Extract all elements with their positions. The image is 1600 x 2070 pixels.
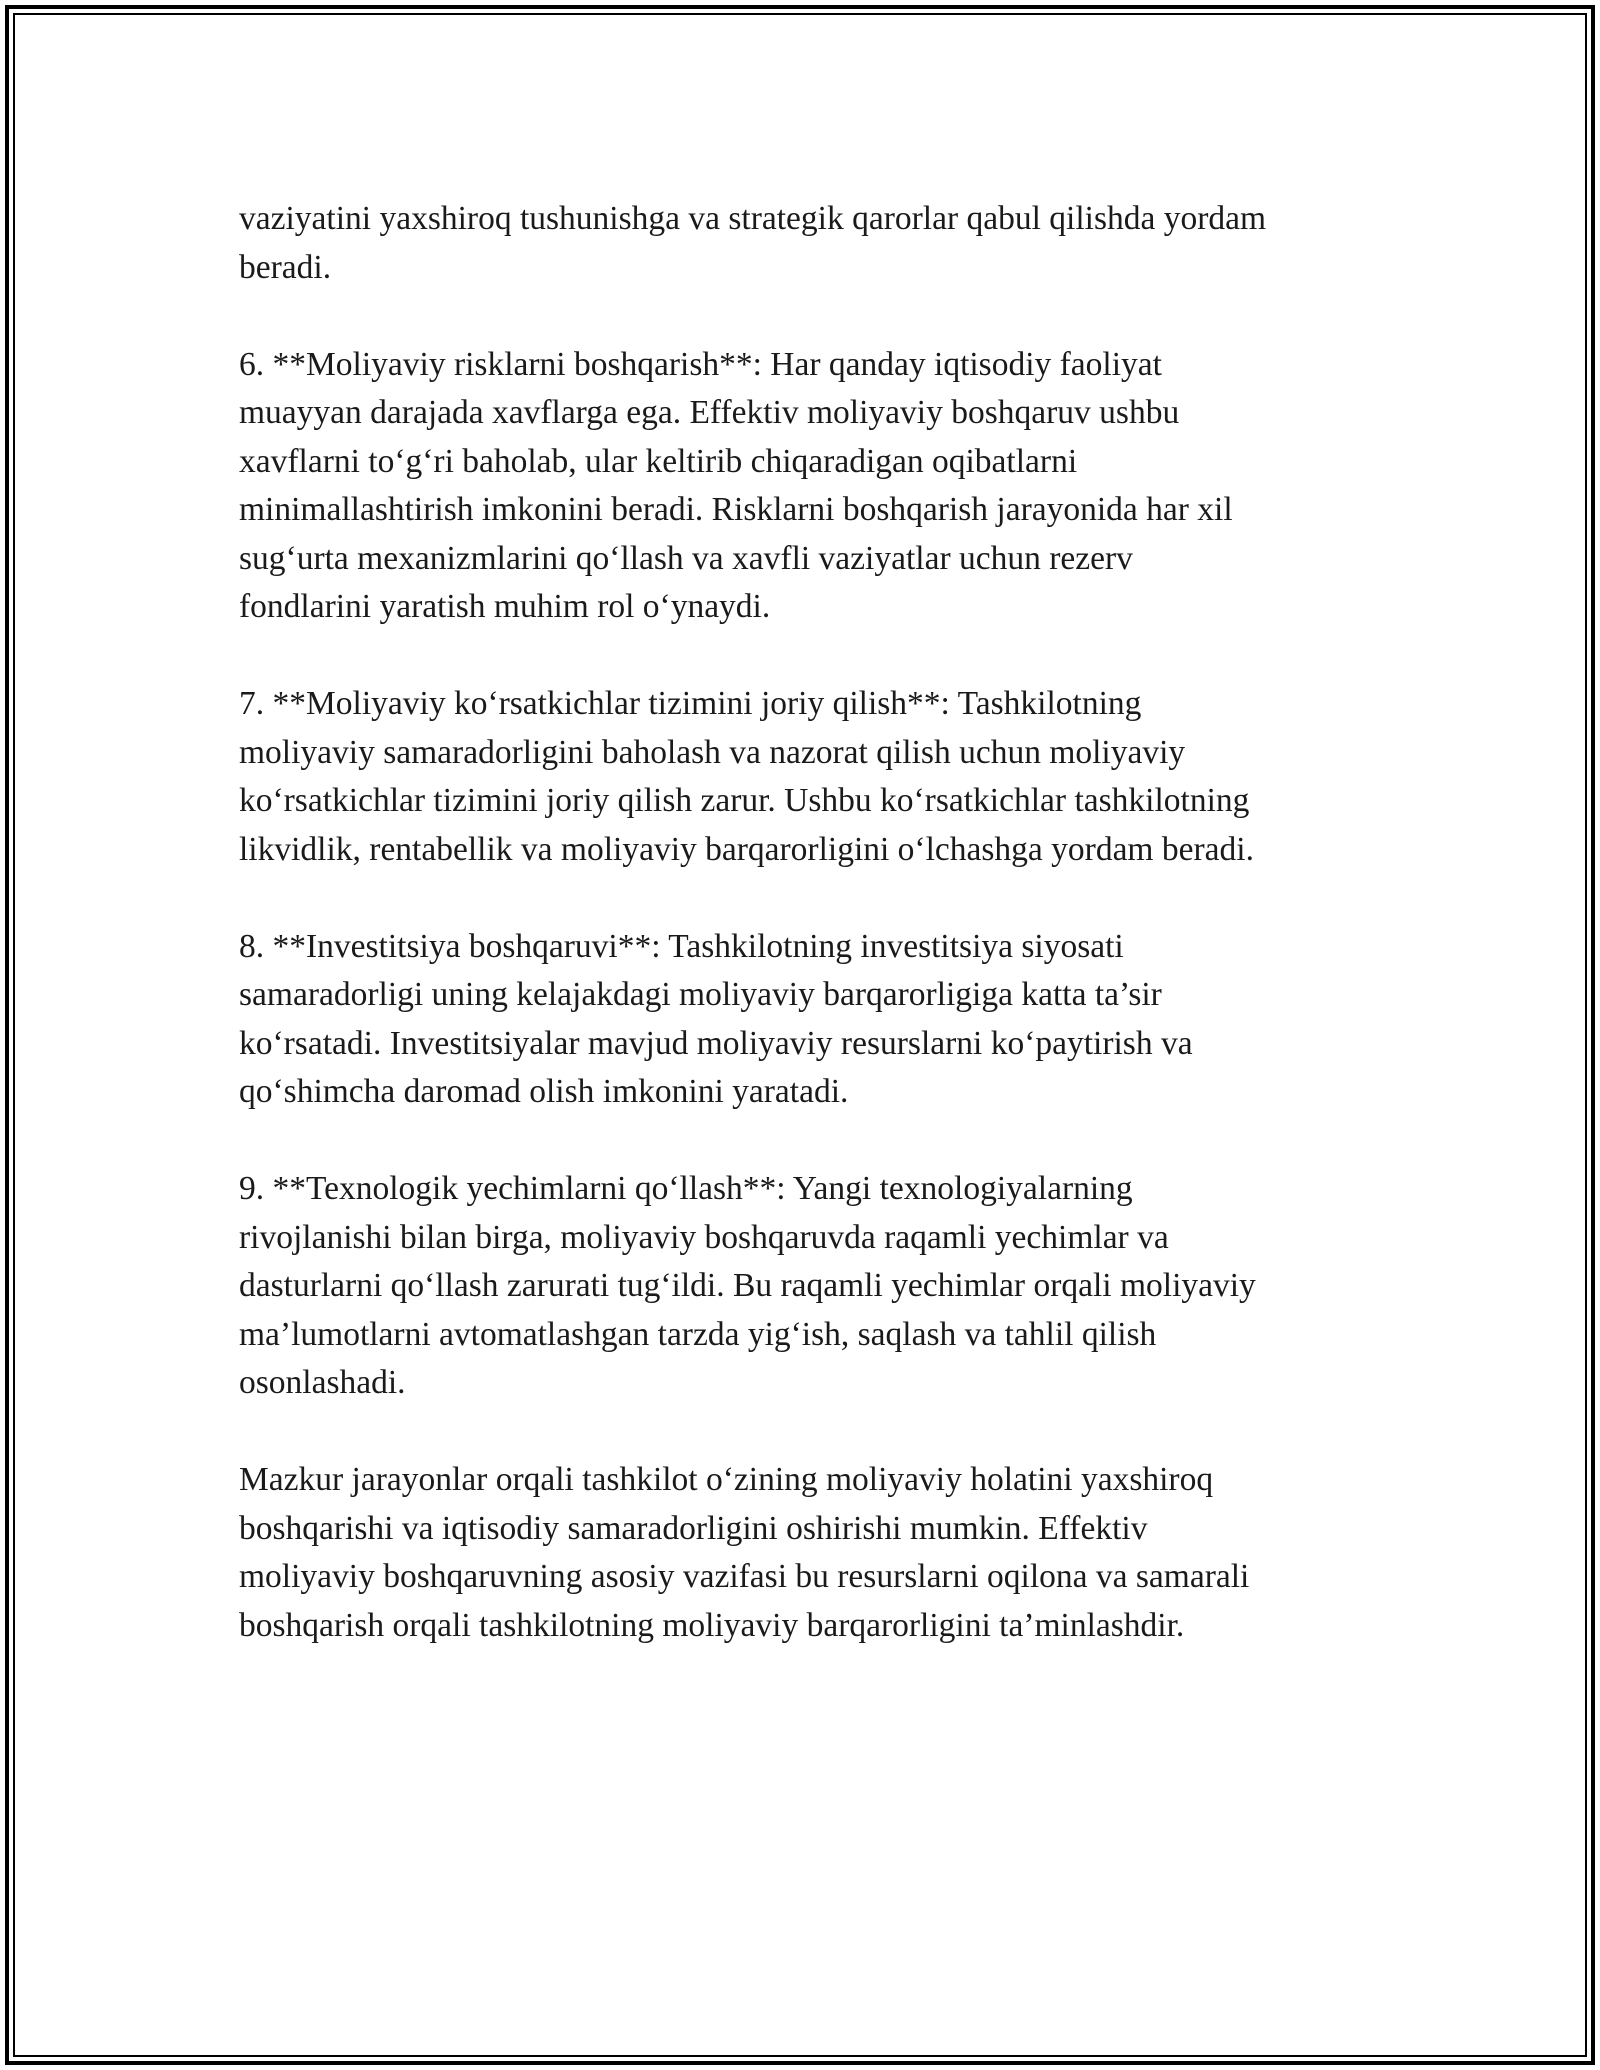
paragraph-item-6: 6. **Moliyaviy risklarni boshqarish**: Har qanday iqtisodiy faoliyat muayyan darajada xavflarga ega. Effektiv moliyaviy boshqaruv ushbu xavflarni to‘g‘ri baholab, ular keltirib chiqaradigan oqibatlarni minimallashtirish imkonini beradi. Risklarni boshqarish jarayonida har xil sug‘urta mexanizmlarini qo‘llash va xavfli vaziyatlar uchun rezerv fondlarini yaratish muhim rol o‘ynaydi. (239, 345, 1233, 625)
paragraph-continuation: vaziyatini yaxshiroq tushunishga va strategik qarorlar qabul qilishda yordam beradi. (239, 200, 1267, 286)
document-body (239, 195, 1419, 1650)
paragraph-item-8: 8. **Investitsiya boshqaruvi**: Tashkilotning investitsiya siyosati samaradorligi uning kelajakdagi moliyaviy barqarorligiga katta ta’sir ko‘rsatadi. Investitsiyalar mavjud moliyaviy resurslarni ko‘paytirish va qo‘shimcha daromad olish imkonini yaratadi. (239, 927, 1193, 1110)
paragraph-conclusion: Mazkur jarayonlar orqali tashkilot o‘zining moliyaviy holatini yaxshiroq boshqarishi va iqtisodiy samaradorligini oshirishi mumkin. Effektiv moliyaviy boshqaruvning asosiy vazifasi bu resurslarni oqilona va samarali boshqarish orqali tashkilotning moliyaviy barqarorligini ta’minlashdir. (239, 1461, 1250, 1644)
page-inner-border (13, 13, 1587, 2057)
paragraph-item-9: 9. **Texnologik yechimlarni qo‘llash**: Yangi texnologiyalarning rivojlanishi bilan birga, moliyaviy boshqaruvda raqamli yechimlar va dasturlarni qo‘llash zarurati tug‘ildi. Bu raqamli yechimlar orqali moliyaviy ma’lumotlarni avtomatlashgan tarzda yig‘ish, saqlash va tahlil qilish osonlashadi. (239, 1170, 1256, 1401)
page-border (5, 5, 1595, 2065)
paragraph-item-7: 7. **Moliyaviy ko‘rsatkichlar tizimini joriy qilish**: Tashkilotning moliyaviy samaradorligini baholash va nazorat qilish uchun moliyaviy ko‘rsatkichlar tizimini joriy qilish zarur. Ushbu ko‘rsatkichlar tashkilotning likvidlik, rentabellik va moliyaviy barqarorligini o‘lchashga yordam beradi. (239, 685, 1254, 868)
